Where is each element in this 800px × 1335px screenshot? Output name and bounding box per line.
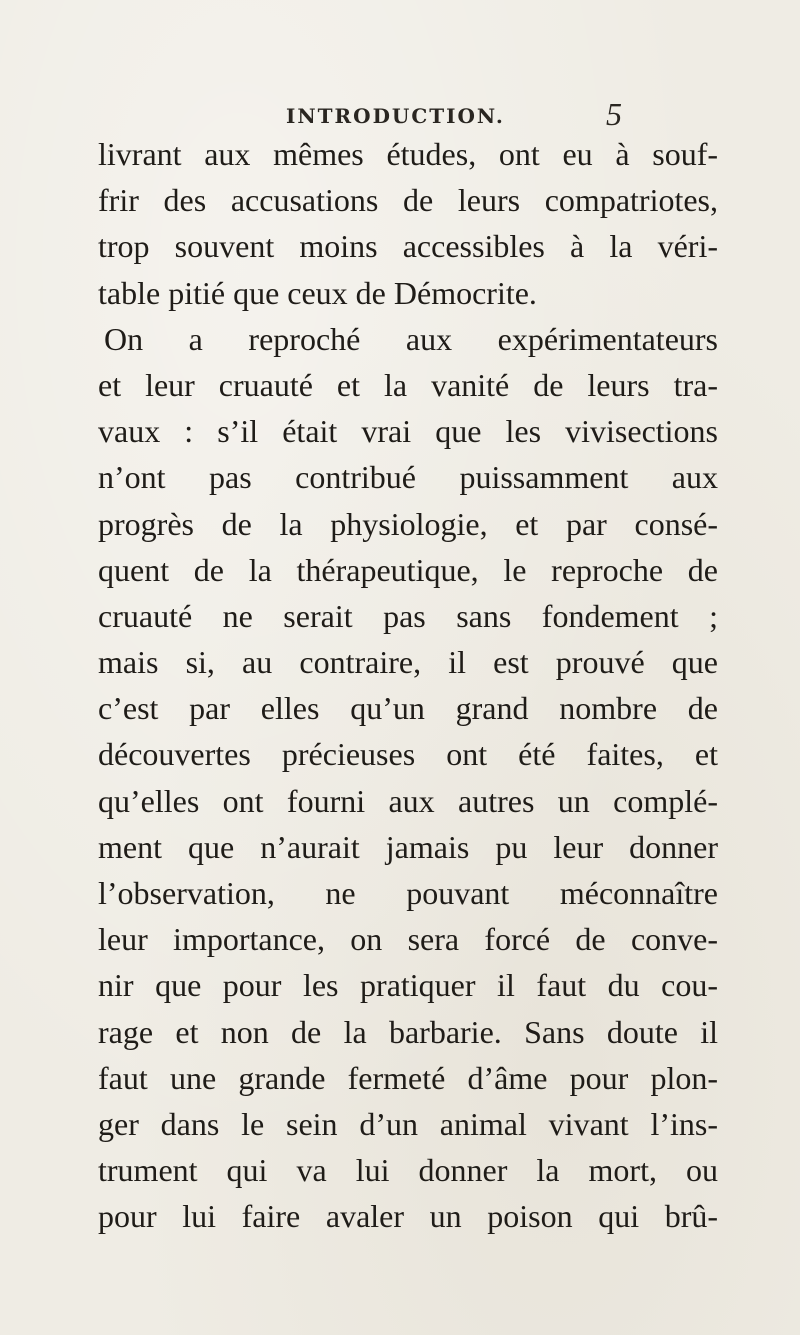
- body-text: [98, 131, 718, 1240]
- text-line: rage et non de la barbarie. Sans doute il: [98, 1013, 718, 1050]
- text-line: livrant aux mêmes études, ont eu à souf-: [98, 136, 718, 172]
- text-line: cruauté ne serait pas sans fondement ;: [98, 597, 718, 634]
- text-line: n’ont pas contribué puissamment aux: [98, 459, 718, 496]
- text-line: vaux : s’il était vrai que les vivisections: [98, 413, 718, 450]
- text-line: découvertes précieuses ont été faites, et: [98, 736, 718, 773]
- text-line: quent de la thérapeutique, le reproche de: [98, 551, 718, 588]
- text-line: leur importance, on sera forcé de conve-: [98, 921, 718, 958]
- text-line: l’observation, ne pouvant méconnaître: [98, 875, 718, 911]
- text-line: frir des accusations de leurs compatriotes,: [98, 182, 718, 219]
- text-line: ment que n’aurait jamais pu leur donner: [98, 828, 718, 865]
- text-line: faut une grande fermeté d’âme pour plon-: [98, 1059, 718, 1096]
- text-line: progrès de la physiologie, et par consé-: [98, 505, 718, 542]
- text-line: qu’elles ont fourni aux autres un complé-: [98, 782, 718, 819]
- text-line: pour lui faire avaler un poison qui brû-: [98, 1198, 718, 1235]
- page-number: 5: [606, 96, 622, 132]
- text-line: mais si, au contraire, il est prouvé que: [98, 644, 718, 681]
- text-line: c’est par elles qu’un grand nombre de: [98, 690, 718, 727]
- text-line: trop souvent moins accessibles à la véri-: [98, 228, 718, 265]
- running-title: INTRODUCTION.: [286, 104, 505, 128]
- text-line: On a reproché aux expérimentateurs: [104, 320, 718, 357]
- text-line: trument qui va lui donner la mort, ou: [98, 1152, 718, 1189]
- text-line: table pitié que ceux de Démocrite.: [98, 274, 537, 311]
- text-line: nir que pour les pratiquer il faut du cou-: [98, 967, 718, 1004]
- text-line: ger dans le sein d’un animal vivant l’ins-: [98, 1105, 718, 1142]
- text-line: et leur cruauté et la vanité de leurs tra-: [98, 366, 718, 403]
- page-header: [0, 96, 800, 136]
